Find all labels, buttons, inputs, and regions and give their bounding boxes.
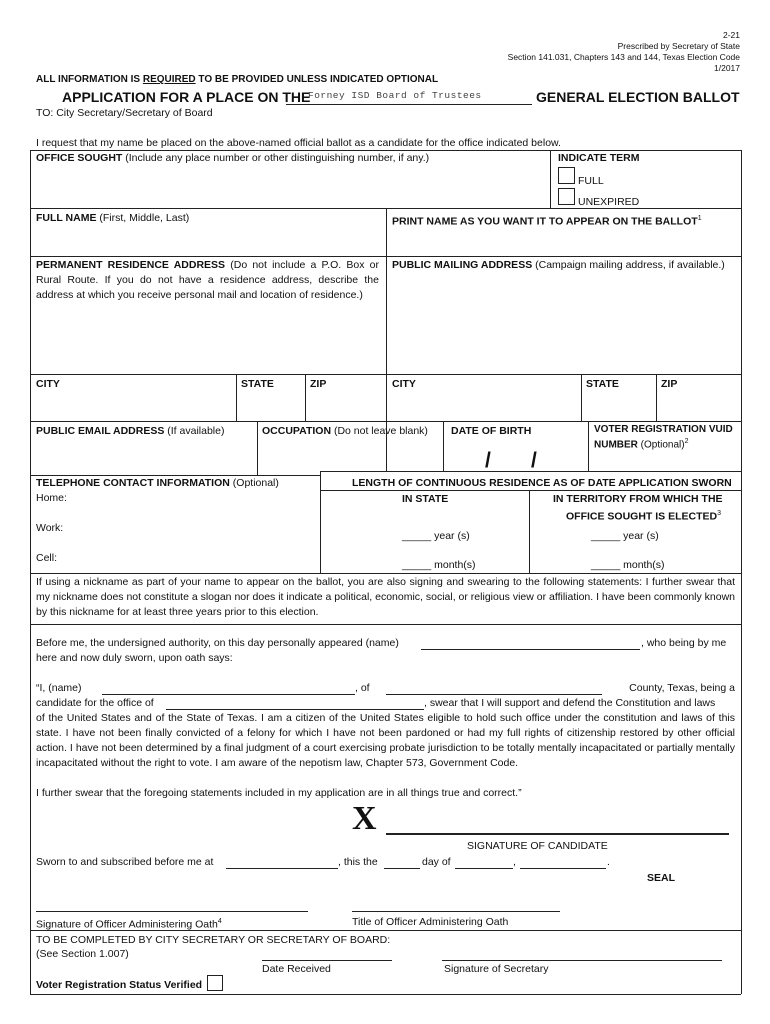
sworn-day-field[interactable] xyxy=(384,853,424,869)
residence-city-label: CITY xyxy=(36,378,60,390)
date-of-birth-label: DATE OF BIRTH xyxy=(451,425,532,437)
residence-address-field[interactable] xyxy=(36,310,383,372)
residence-length-header: LENGTH OF CONTINUOUS RESIDENCE AS OF DATE APPLICATION SWORN xyxy=(352,477,732,489)
vuid-field[interactable] xyxy=(594,452,738,470)
dob-month-field[interactable] xyxy=(451,452,485,472)
day-of-text: day of xyxy=(422,856,451,868)
mailing-address-field[interactable] xyxy=(392,278,739,372)
this-the-text: , this the xyxy=(338,856,378,868)
statute-reference: Section 141.031, Chapters 143 and 144, Texas Election Code xyxy=(507,52,740,62)
work-phone-label: Work: xyxy=(36,522,64,534)
home-phone-label: Home: xyxy=(36,492,67,504)
occupation-label: OCCUPATION (Do not leave blank) xyxy=(262,425,428,437)
sworn-upon-oath-text: here and now duly sworn, upon oath says: xyxy=(36,652,233,664)
territory-label-line2: OFFICE SOUGHT IS ELECTED$^3$ xyxy=(566,510,721,523)
sworn-location-field[interactable] xyxy=(226,853,342,869)
swear-support-text: , swear that I will support and defend the Constitution and laws xyxy=(424,697,716,709)
addressee-line: TO: City Secretary/Secretary of Board xyxy=(36,107,213,119)
before-me-text-2: , who being by me xyxy=(641,637,727,649)
dob-year-field[interactable] xyxy=(543,452,587,472)
voter-status-label: Voter Registration Status Verified xyxy=(36,979,203,991)
mailing-city-field[interactable] xyxy=(392,394,580,418)
signature-x-mark: X xyxy=(352,800,377,837)
residence-state-label: STATE xyxy=(241,378,274,390)
request-statement: I request that my name be placed on the above-named official ballot as a candidate for the office indicated below. xyxy=(36,137,561,149)
unexpired-term-checkbox[interactable] xyxy=(558,188,575,205)
nickname-statement: If using a nickname as part of your name to appear on the ballot, you are also signing and swearing to the following statements: I further swear that my nickname does not constitute a slogan nor does it indicate a political, economic, social, or religious view or affiliation. I have been commonly known by this nickname for at least three years prior to this election. xyxy=(36,576,736,618)
occupation-field[interactable] xyxy=(262,442,442,468)
vuid-label-line2: NUMBER (Optional)$^2$ xyxy=(594,438,689,451)
cell-phone-label: Cell: xyxy=(36,552,58,564)
mailing-address-label: PUBLIC MAILING ADDRESS (Campaign mailing address, if available.) xyxy=(392,259,725,271)
signature-of-candidate-label: SIGNATURE OF CANDIDATE xyxy=(467,840,608,852)
date-period: . xyxy=(607,856,610,868)
full-name-label: FULL NAME (First, Middle, Last) xyxy=(36,212,190,224)
oath-name-field[interactable] xyxy=(102,679,359,695)
unexpired-term-label: UNEXPIRED xyxy=(578,196,640,208)
ballot-name-field[interactable] xyxy=(392,228,739,254)
mailing-zip-label: ZIP xyxy=(661,378,678,390)
territory-years-field[interactable] xyxy=(591,527,623,543)
residence-zip-label: ZIP xyxy=(310,378,327,390)
officer-title-label: Title of Officer Administering Oath xyxy=(352,916,509,928)
appeared-name-field[interactable] xyxy=(421,634,644,650)
dob-day-field[interactable] xyxy=(497,452,531,472)
date-comma: , xyxy=(513,856,516,868)
officer-signature-field[interactable] xyxy=(36,895,312,912)
prescribed-by: Prescribed by Secretary of State xyxy=(617,41,740,51)
oath-of-label: , of xyxy=(355,682,370,694)
state-months-field[interactable] xyxy=(402,556,434,572)
secretary-signature-field[interactable] xyxy=(442,944,726,961)
form-number: 2-21 xyxy=(722,30,740,40)
before-me-text: Before me, the undersigned authority, on this day personally appeared (name) xyxy=(36,637,399,649)
state-months-label: _____ month(s) xyxy=(402,559,476,571)
officer-title-field[interactable] xyxy=(352,895,564,912)
oath-county-field[interactable] xyxy=(386,679,606,695)
candidate-signature-field[interactable] xyxy=(386,810,733,834)
form-title-right: GENERAL ELECTION BALLOT xyxy=(536,89,740,105)
residence-state-field[interactable] xyxy=(241,394,303,418)
dob-separator-2: / xyxy=(531,449,537,472)
indicate-term-label: INDICATE TERM xyxy=(558,152,640,164)
sworn-month-field[interactable] xyxy=(455,853,517,869)
territory-years-label: _____ year (s) xyxy=(591,530,659,542)
oath-county-label: County, Texas, being a xyxy=(629,682,735,694)
full-term-label: FULL xyxy=(578,175,604,187)
residence-address-label: PERMANENT RESIDENCE ADDRESS (Do not include a P.O. Box or Rural Route. If you do not have a residence address, describe the address at which you receive personal mail and location of residence.) xyxy=(36,259,379,301)
form-title-left: APPLICATION FOR A PLACE ON THE xyxy=(62,89,311,105)
date-received-field[interactable] xyxy=(262,944,396,961)
office-sought-field[interactable] xyxy=(36,168,545,206)
email-label: PUBLIC EMAIL ADDRESS (If available) xyxy=(36,425,225,437)
oath-body: of the United States and of the State of Texas. I am a citizen of the United States eligible to hold such office under the constitution and laws of this state. I have not been finally convicted of a felony for which I have not been pardoned or had my full rights of citizenship restored by other official action. I have not been determined by a final judgment of a court exercising probate jurisdiction to be totally mentally incapacitated or partially mentally incapacitated without the right to vote. I am aware of the nepotism law, Chapter 573, Government Code. xyxy=(36,712,735,769)
territory-months-field[interactable] xyxy=(591,556,623,572)
territory-label-line1: IN TERRITORY FROM WHICH THE xyxy=(553,493,723,505)
candidate-for-label: candidate for the office of xyxy=(36,697,154,709)
revision-date: 1/2017 xyxy=(714,63,740,73)
residence-zip-field[interactable] xyxy=(310,394,384,418)
secretary-signature-label: Signature of Secretary xyxy=(444,963,549,975)
oath-office-field[interactable] xyxy=(166,694,428,710)
ballot-name-label: PRINT NAME AS YOU WANT IT TO APPEAR ON THE BALLOT$^1$ xyxy=(392,215,702,228)
mailing-city-label: CITY xyxy=(392,378,416,390)
officer-signature-label: Signature of Officer Administering Oath$^4$ xyxy=(36,918,222,931)
in-state-label: IN STATE xyxy=(402,493,449,505)
oath-i-name-label: “I, (name) xyxy=(36,682,82,694)
territory-months-label: _____ month(s) xyxy=(591,559,665,571)
voter-status-checkbox[interactable] xyxy=(207,975,223,991)
email-field[interactable] xyxy=(36,442,254,468)
work-phone-field[interactable] xyxy=(80,520,314,538)
full-name-field[interactable] xyxy=(36,228,385,254)
secretary-section-header: TO BE COMPLETED BY CITY SECRETARY OR SECRETARY OF BOARD: xyxy=(36,934,391,946)
required-notice: ALL INFORMATION IS REQUIRED TO BE PROVIDED UNLESS INDICATED OPTIONAL xyxy=(36,74,439,85)
mailing-state-label: STATE xyxy=(586,378,619,390)
office-sought-label: OFFICE SOUGHT (Include any place number or other distinguishing number, if any.) xyxy=(36,152,430,164)
telephone-label: TELEPHONE CONTACT INFORMATION (Optional) xyxy=(36,477,279,489)
sworn-year-field[interactable] xyxy=(520,853,610,869)
state-years-field[interactable] xyxy=(402,527,434,543)
see-section-text: (See Section 1.007) xyxy=(36,948,129,960)
home-phone-field[interactable] xyxy=(80,490,314,508)
cell-phone-field[interactable] xyxy=(80,550,314,568)
sworn-before-me-text: Sworn to and subscribed before me at xyxy=(36,856,214,868)
further-swear-text: I further swear that the foregoing statements included in my application are in all things true and correct.” xyxy=(36,787,522,799)
seal-label: SEAL xyxy=(647,872,676,884)
dob-separator-1: / xyxy=(485,449,491,472)
mailing-zip-field[interactable] xyxy=(661,394,739,418)
residence-city-field[interactable] xyxy=(36,394,234,418)
date-received-label: Date Received xyxy=(262,963,331,975)
mailing-state-field[interactable] xyxy=(586,394,654,418)
full-term-checkbox[interactable] xyxy=(558,167,575,184)
election-title-field[interactable] xyxy=(286,87,553,103)
state-years-label: _____ year (s) xyxy=(402,530,470,542)
vuid-label-line1: VOTER REGISTRATION VUID xyxy=(594,424,733,435)
